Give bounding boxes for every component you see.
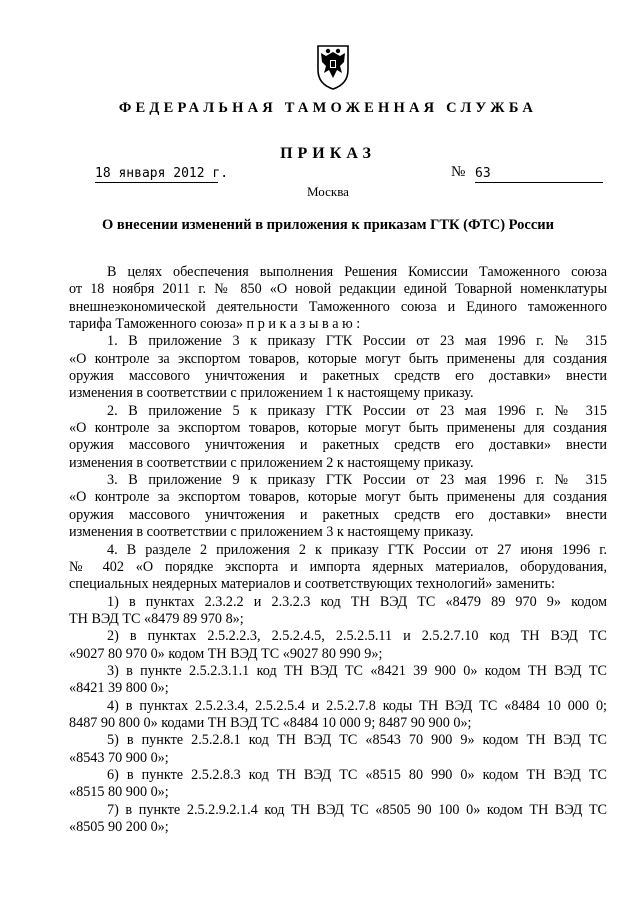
body-line: 7) в пункте 2.5.2.9.2.1.4 код ТН ВЭД ТС «8505 90 100 0» кодом ТН ВЭД ТС [107,801,607,818]
body-line: 5) в пункте 2.5.2.8.1 код ТН ВЭД ТС «8543 70 900 9» кодом ТН ВЭД ТС [107,732,607,749]
body-line: специальных неядерных материалов и соответствующих технологий» заменить: [69,576,555,593]
body-line: изменения в соответствии с приложением 1 к настоящему приказу. [69,385,474,402]
order-number: 63 [475,166,603,183]
body-line: изменения в соответствии с приложением 2 к настоящему приказу. [69,454,474,471]
body-line: «О контроле за экспортом товаров, которые могут быть применены для создания [69,489,607,506]
body-line: «8543 70 900 0»; [69,749,169,766]
agency-name: ФЕДЕРАЛЬНАЯ ТАМОЖЕННАЯ СЛУЖБА [118,100,538,116]
order-subject: О внесении изменений в приложения к приказам ГТК (ФТС) России [102,217,554,233]
body-line: «8515 80 900 0»; [69,784,169,801]
body-line: 2. В приложение 5 к приказу ГТК России от 23 мая 1996 г. № 315 [107,402,607,419]
body-line: оружия массового уничтожения и ракетных средств его доставки» внести [69,437,607,454]
body-line: 1. В приложение 3 к приказу ГТК России от 23 мая 1996 г. № 315 [107,333,607,350]
order-number-label: № [451,164,466,180]
order-title: ПРИКАЗ [280,145,376,162]
body-line: 8487 90 800 0» кодами ТН ВЭД ТС «8484 10 000 9; 8487 90 900 0»; [69,714,472,731]
body-line: «О контроле за экспортом товаров, которые могут быть применены для создания [69,350,607,367]
body-line: внешнеэкономической деятельности Таможенного союза и Единого таможенного [69,298,607,315]
city: Москва [307,184,349,199]
body-line: изменения в соответствии с приложением 3 к настоящему приказу. [69,524,474,541]
order-body [69,264,607,836]
body-line: «О контроле за экспортом товаров, которые могут быть применены для создания [69,420,607,437]
body-line: 6) в пункте 2.5.2.8.3 код ТН ВЭД ТС «8515 80 990 0» кодом ТН ВЭД ТС [107,766,607,783]
body-line: от 18 ноября 2011 г. № 850 «О новой редакции единой Товарной номенклатуры [69,281,607,298]
body-line: оружия массового уничтожения и ракетных средств его доставки» внести [69,368,607,385]
body-line: ТН ВЭД ТС «8479 89 970 8»; [69,610,244,627]
body-line: В целях обеспечения выполнения Решения Комиссии Таможенного союза [107,264,607,280]
body-line: 1) в пунктах 2.3.2.2 и 2.3.2.3 код ТН ВЭД ТС «8479 89 970 9» кодом [107,593,607,610]
body-line: «8421 39 800 0»; [69,680,169,697]
body-line: «9027 80 970 0» кодом ТН ВЭД ТС «9027 80 990 9»; [69,645,383,662]
body-line: тарифа Таможенного союза» п р и к а з ы в а ю : [69,316,361,333]
coat-of-arms-emblem [312,40,354,90]
body-line: № 402 «О порядке экспорта и импорта ядерных материалов, оборудования, [69,558,607,575]
body-line: 4. В разделе 2 приложения 2 к приказу ГТК России от 27 июня 1996 г. [107,541,607,558]
order-date: 18 января 2012 г. [95,166,229,181]
body-line: 4) в пунктах 2.5.2.3.4, 2.5.2.5.4 и 2.5.2.7.8 коды ТН ВЭД ТС «8484 10 000 0; [107,697,607,714]
body-line: 3) в пункте 2.5.2.3.1.1 код ТН ВЭД ТС «8421 39 900 0» кодом ТН ВЭД ТС [107,662,607,679]
body-line: 3. В приложение 9 к приказу ГТК России от 23 мая 1996 г. № 315 [107,472,607,489]
body-line: 2) в пунктах 2.5.2.2.3, 2.5.2.4.5, 2.5.2.5.11 и 2.5.2.7.10 код ТН ВЭД ТС [107,628,607,645]
body-line: «8505 90 200 0»; [69,819,169,835]
body-line: оружия массового уничтожения и ракетных средств его доставки» внести [69,506,607,523]
